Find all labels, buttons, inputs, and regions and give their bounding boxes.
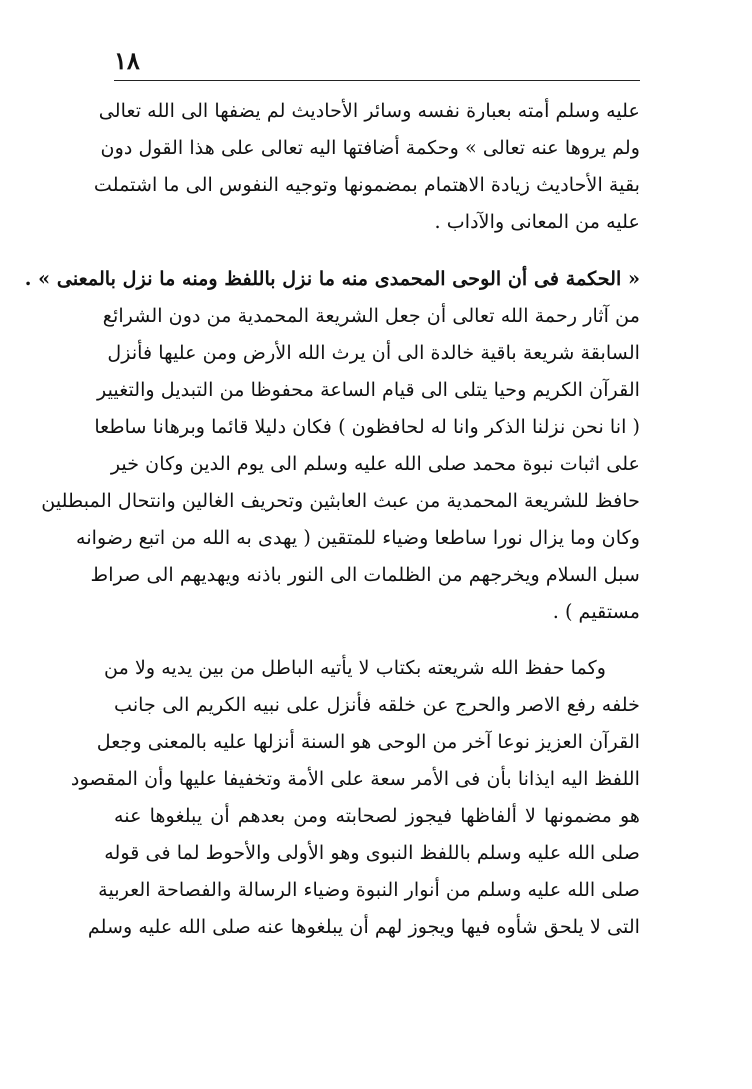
text-line: بقية الأحاديث زيادة الاهتمام بمضمونها وتوجيه النفوس الى ما اشتملت [93,173,640,196]
paragraph-3 [70,649,640,945]
text-line: اللفظ اليه ايذانا بأن فى الأمر سعة على الأمة وتخفيفا عليها وأن المقصود [70,767,640,790]
paragraph-2 [24,260,640,630]
text-line: سبل السلام ويخرجهم من الظلمات الى النور باذنه ويهديهم الى صراط [90,563,640,586]
text-line: وكما حفظ الله شريعته بكتاب لا يأتيه الباطل من بين يديه ولا من [103,656,606,679]
text-line: هو مضمونها لا ألفاظها فيجوز لصحابته ومن بعدهم أن يبلغوها عنه [114,804,640,827]
text-line: القرآن الكريم وحيا يتلى الى قيام الساعة محفوظا من التبديل والتغيير [97,378,640,401]
text-line: من آثار رحمة الله تعالى أن جعل الشريعة المحمدية من دون الشرائع [102,304,640,327]
text-line: ( انا نحن نزلنا الذكر وانا له لحافظون ) فكان دليلا قائما وبرهانا ساطعا [94,415,640,438]
page-number: ١٨ [114,46,140,75]
text-line: ولم يروها عنه تعالى » وحكمة أضافتها اليه تعالى على هذا القول دون [100,136,640,159]
text-line: عليه من المعانى والآداب . [434,210,640,233]
text-line: التى لا يلحق شأوه فيها ويجوز لهم أن يبلغوها عنه صلى الله عليه وسلم [87,915,640,938]
text-line: خلفه رفع الاصر والحرج عن خلقه فأنزل على نبيه الكريم الى جانب [114,693,640,716]
text-line: القرآن العزيز نوعا آخر من الوحى هو السنة أنزلها عليه بالمعنى وجعل [96,730,640,753]
text-line: صلى الله عليه وسلم باللفظ النبوى وهو الأولى والأحوط لما فى قوله [104,841,640,864]
paragraph-1 [93,92,640,240]
text-line: السابقة شريعة باقية خالدة الى أن يرث الله الأرض ومن عليها فأنزل [107,341,640,364]
section-heading: « الحكمة فى أن الوحى المحمدى منه ما نزل باللفظ ومنه ما نزل بالمعنى » . [24,267,640,290]
header-rule [114,80,640,81]
text-line: على اثبات نبوة محمد صلى الله عليه وسلم الى يوم الدين وكان خير [110,452,640,475]
text-line: وكان وما يزال نورا ساطعا وضياء للمتقين ( يهدى به الله من اتبع رضوانه [76,526,640,549]
text-line: حافظ للشريعة المحمدية من عبث العابثين وتحريف الغالين وانتحال المبطلين [41,489,640,512]
text-line: عليه وسلم أمته بعبارة نفسه وسائر الأحاديث لم يضفها الى الله تعالى [98,99,640,122]
text-line: مستقيم ) . [552,600,640,623]
text-line: صلى الله عليه وسلم من أنوار النبوة وضياء الرسالة والفصاحة العربية [98,878,640,901]
